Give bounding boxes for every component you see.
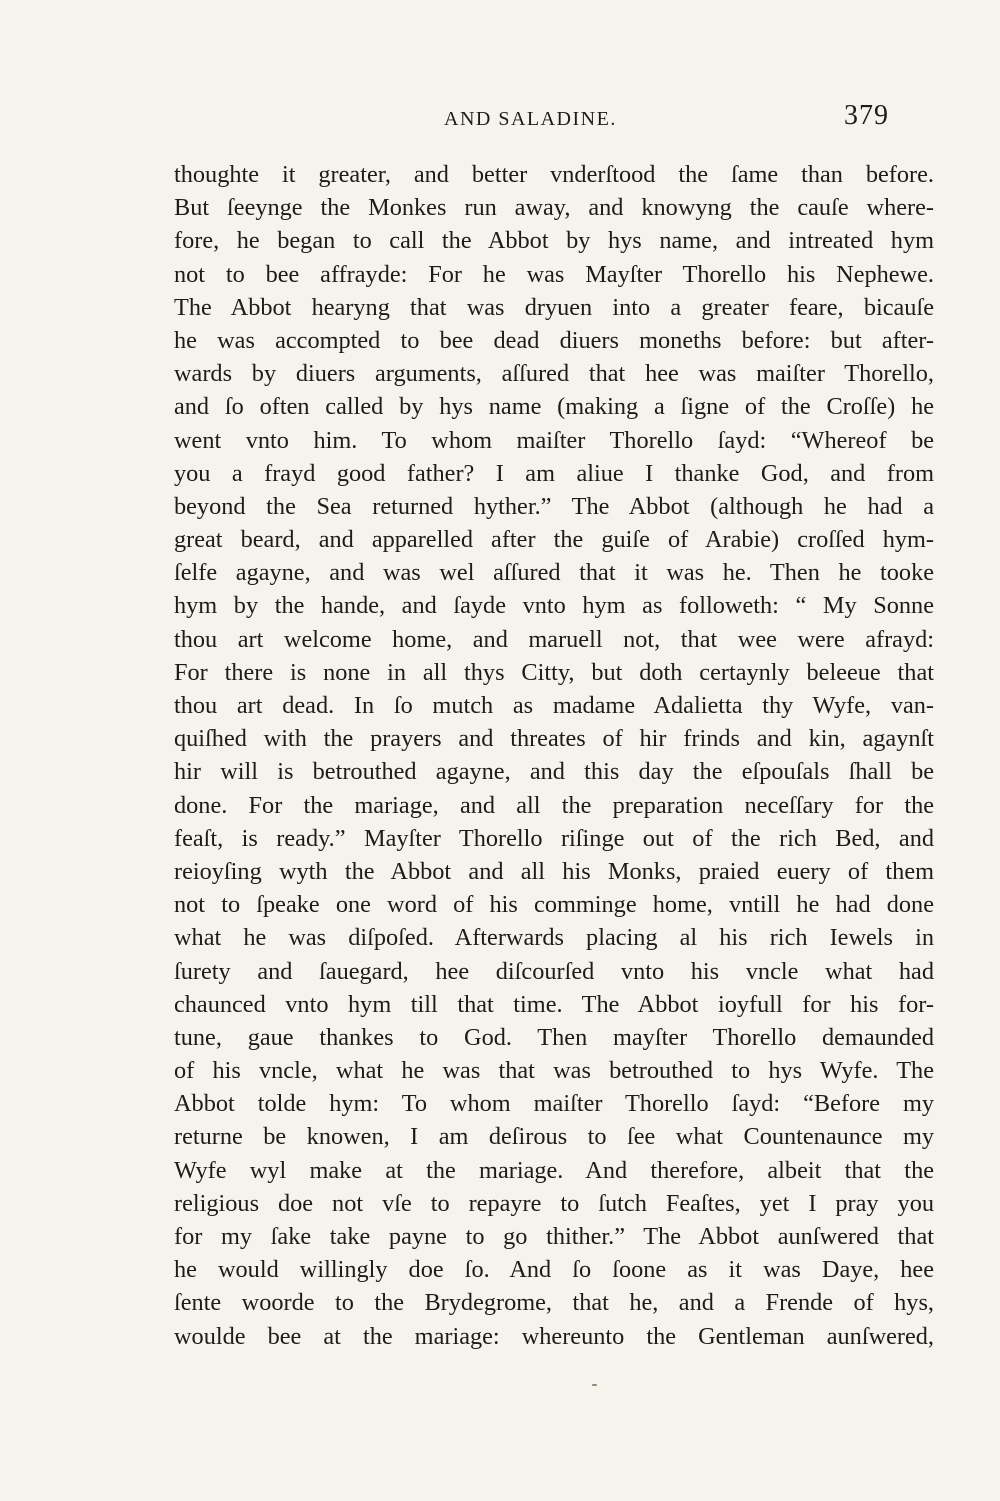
text-line: and ſo often called by hys name (making a ſigne of the Croſſe) he [174, 393, 934, 421]
text-line: feaſt, is ready.” Mayſter Thorello riſinge out of the rich Bed, and [174, 824, 934, 852]
text-line: he would willingly doe ſo. And ſo ſoone as it was Daye, hee [174, 1256, 934, 1284]
text-line: quiſhed with the prayers and threates of hir frinds and kin, agaynſt [174, 725, 934, 753]
text-line: wards by diuers arguments, aſſured that hee was maiſter Thorello, [174, 360, 934, 388]
text-line: not to ſpeake one word of his comminge home, vntill he had done [174, 891, 934, 919]
text-line: what he was diſpoſed. Afterwards placing al his rich Iewels in [174, 924, 934, 952]
text-line: woulde bee at the mariage: whereunto the Gentleman aunſwered, [174, 1322, 934, 1350]
text-line: But ſeeynge the Monkes run away, and knowyng the cauſe where- [174, 194, 934, 222]
text-line: returne be knowen, I am deſirous to ſee what Countenaunce my [174, 1123, 934, 1151]
running-title: AND SALADINE. [444, 108, 617, 130]
text-line: thou art welcome home, and maruell not, that wee were afrayd: [174, 625, 934, 653]
text-line: hym by the hande, and ſayde vnto hym as followeth: “ My Sonne [174, 592, 934, 620]
text-line: thoughte it greater, and better vnderſtood the ſame than before. [174, 161, 934, 188]
text-line: great beard, and apparelled after the guiſe of Arabie) croſſed hym- [174, 526, 934, 554]
text-line: thou art dead. In ſo mutch as madame Adalietta thy Wyfe, van- [174, 692, 934, 719]
text-line: chaunced vnto hym till that time. The Abbot ioyfull for his for- [174, 990, 934, 1018]
text-line: reioyſing wyth the Abbot and all his Monks, praied euery of them [174, 857, 934, 885]
text-line: he was accompted to bee dead diuers moneths before: but after- [174, 326, 934, 354]
running-head [0, 100, 1000, 140]
text-line: done. For the mariage, and all the preparation neceſſary for the [174, 791, 934, 819]
text-line: The Abbot hearyng that was dryuen into a greater feare, bicauſe [174, 293, 934, 321]
page-number: 379 [844, 100, 889, 131]
text-line: you a frayd good father? I am aliue I thanke God, and from [174, 459, 934, 487]
text-line: ſelfe agayne, and was wel aſſured that it was he. Then he tooke [174, 559, 934, 587]
text-line: for my ſake take payne to go thither.” The Abbot aunſwered that [174, 1223, 934, 1250]
text-line: not to bee affrayde: For he was Mayſter Thorello his Nephewe. [174, 260, 934, 288]
body-text [174, 158, 934, 1353]
text-line: ſente woorde to the Brydegrome, that he, and a Frende of hys, [174, 1289, 934, 1317]
text-line: fore, he began to call the Abbot by hys name, and intreated hym [174, 227, 934, 255]
text-line: ſurety and ſauegard, hee diſcourſed vnto his vncle what had [174, 957, 934, 985]
text-line: tune, gaue thankes to God. Then mayſter Thorello demaunded [174, 1023, 934, 1051]
text-line: hir will is betrouthed agayne, and this day the eſpouſals ſhall be [174, 758, 934, 786]
ink-speck [592, 1384, 597, 1386]
text-line: beyond the Sea returned hyther.” The Abbot (although he had a [174, 492, 934, 520]
text-line: For there is none in all thys Citty, but doth certaynly beleeue that [174, 658, 934, 686]
text-line: Wyfe wyl make at the mariage. And therefore, albeit that the [174, 1156, 934, 1184]
text-line: Abbot tolde hym: To whom maiſter Thorello ſayd: “Before my [174, 1090, 934, 1118]
text-line: went vnto him. To whom maiſter Thorello ſayd: “Whereof be [174, 426, 934, 454]
text-line: religious doe not vſe to repayre to ſutch Feaſtes, yet I pray you [174, 1189, 934, 1217]
text-line: of his vncle, what he was that was betrouthed to hys Wyfe. The [174, 1057, 934, 1085]
